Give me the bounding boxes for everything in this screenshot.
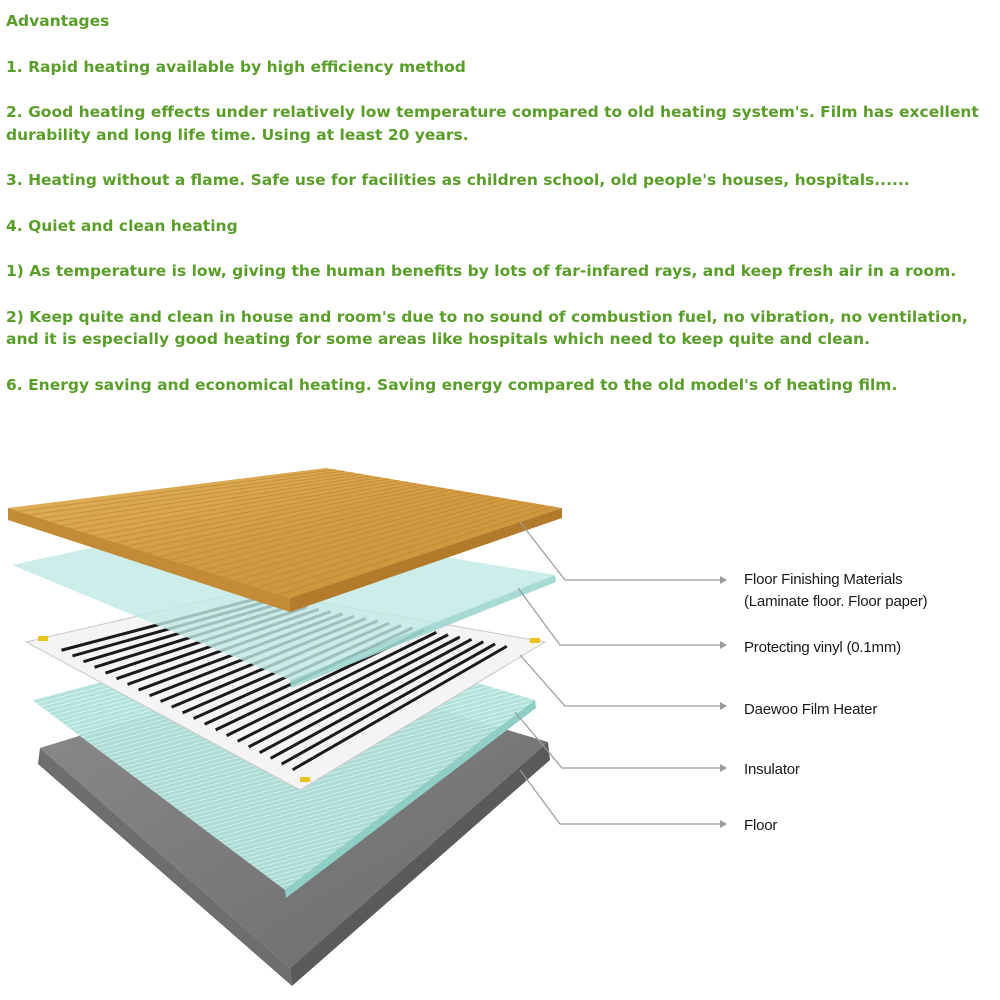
arrow-icon bbox=[720, 641, 727, 649]
advantage-item: 2. Good heating effects under relatively low temperature compared to old heating system's. Film has excellent durability and long life time. Using at least 20 years. bbox=[6, 103, 979, 144]
advantage-item: 3. Heating without a flame. Safe use for facilities as children school, old people's houses, hospitals...... bbox=[6, 171, 910, 189]
label-insulator: Insulator bbox=[744, 761, 800, 778]
label-floor-finishing: Floor Finishing Materials bbox=[744, 571, 903, 588]
leader-lines bbox=[515, 522, 720, 824]
label-film-heater: Daewoo Film Heater bbox=[744, 701, 878, 718]
advantage-item: 6. Energy saving and economical heating. Saving energy compared to the old model's of heating film. bbox=[6, 375, 898, 394]
leader-line bbox=[520, 770, 720, 824]
leader-line bbox=[520, 655, 720, 706]
advantage-item: 2) Keep quite and clean in house and room's due to no sound of combustion fuel, no vibration, no ventilation, and it is especially good heating for some areas like hospitals which need to keep quite and clean. bbox=[6, 307, 968, 348]
layer-diagram bbox=[0, 430, 1000, 1000]
leader-arrows bbox=[720, 576, 727, 828]
arrow-icon bbox=[720, 764, 727, 772]
advantage-item: 1. Rapid heating available by high efficiency method bbox=[6, 57, 466, 76]
advantage-item: 1) As temperature is low, giving the human benefits by lots of far-infared rays, and keep fresh air in a room. bbox=[6, 262, 957, 280]
copper-tab bbox=[300, 777, 310, 782]
arrow-icon bbox=[720, 702, 727, 710]
advantage-item: 4. Quiet and clean heating bbox=[6, 216, 238, 235]
leader-line bbox=[518, 588, 720, 645]
advantages-section bbox=[6, 10, 996, 419]
copper-tab bbox=[530, 638, 540, 643]
label-floor: Floor bbox=[744, 817, 778, 834]
leader-line bbox=[520, 522, 720, 580]
arrow-icon bbox=[720, 576, 727, 584]
advantages-title: Advantages bbox=[6, 12, 110, 30]
arrow-icon bbox=[720, 820, 727, 828]
label-protecting-vinyl: Protecting vinyl (0.1mm) bbox=[744, 639, 901, 656]
copper-tab bbox=[38, 636, 48, 641]
label-floor-finishing-detail: (Laminate floor. Floor paper) bbox=[744, 593, 928, 610]
